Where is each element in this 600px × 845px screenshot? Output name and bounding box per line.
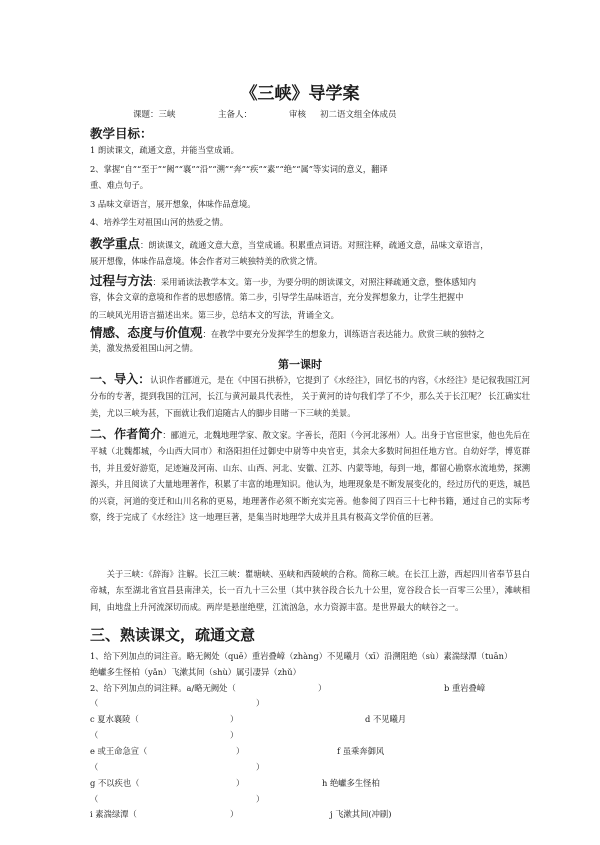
keypoints-heading: 教学重点 bbox=[90, 236, 141, 251]
page-title: 《三峡》导学案 bbox=[240, 84, 360, 104]
intro-label: 一、导入： bbox=[90, 372, 151, 386]
goal-item-2: 2、掌握“自”“至于”“阙”“襄”“沿”“溯”“奔”“疾”“素”“绝”“属”等实词的意义，翻译 bbox=[90, 164, 388, 174]
paren-open-f: （ bbox=[90, 762, 99, 772]
goal-item-3: 3 品味文章语言，展开想象，体味作品意境。 bbox=[90, 199, 256, 209]
q2-i-close: ） bbox=[230, 809, 239, 819]
paren-close-d: ） bbox=[230, 730, 239, 740]
q2-h: h 绝巘多生怪柏 bbox=[322, 778, 380, 788]
emotion-line-2: 美，激发热爱祖国山河之情。 bbox=[90, 343, 198, 353]
q2-j: j 飞漱其间(冲刷) bbox=[330, 809, 392, 819]
q1-line-2: 绝巘多生怪柏（yǎn）飞漱其间（shù）属引凄异（zhǔ） bbox=[90, 667, 301, 677]
q2-c: c 夏水襄陵（ bbox=[90, 714, 139, 724]
intro-paragraph bbox=[90, 371, 530, 421]
q2-f: f 虽乘奔御风 bbox=[337, 746, 385, 756]
keypoints-line-2: 展开想像，体味作品意境。体会作者对三峡独特美的欣赏之情。 bbox=[90, 256, 323, 266]
process-line-2: 容，体会文章的意境和作者的思想感情。第二步，引导学生品味语言，充分发挥想象力，让学生把握中 bbox=[90, 292, 464, 302]
q2-g: g 不以疾也（ bbox=[90, 778, 140, 788]
goal-item-1: 1 朗读课文，疏通文意，并能当堂成诵。 bbox=[90, 145, 239, 155]
process-heading: 过程与方法 bbox=[90, 273, 153, 288]
meta-topic: 课题：三峡 bbox=[133, 110, 176, 120]
q2-a-close: ） bbox=[318, 683, 327, 693]
goals-heading: 教学目标： bbox=[90, 126, 153, 141]
intro-text: 认识作者郦道元，是在《中国石拱桥》，它提到了《水经注》，回忆书的内容，《水经注》是记叙我国江河分布的专著，提到我国的江河，长江与黄河最具代表性， 关于黄河的诗句我们学了不少，那么关于长江呢？ 长江确实壮美，尤以三峡为甚，下面就让我们追随古人的脚步目睹一下三峡的美景。 bbox=[90, 375, 530, 418]
author-paragraph bbox=[90, 426, 530, 525]
paren-open-d: （ bbox=[90, 730, 99, 740]
goal-item-4: 4、培养学生对祖国山河的热爱之情。 bbox=[90, 217, 229, 227]
author-label: 二、作者简介 bbox=[90, 427, 163, 441]
gorge-paragraph: 关于三峡：《辞海》注解。长江三峡：瞿塘峡、巫峡和西陵峡的合称。简称三峡。在长江上游，西起四川省奉节县白帝城，东至湖北省宜昌县南津关，长一百九十三公里（其中狭谷段合长九十公里，宽谷段合长一百零三公里），滩峡相间，由地盘上升河流深切而成。两岸是悬崖绝壁，江流汹急，水力资源丰富。是世界最大的峡谷之一。 bbox=[90, 569, 530, 612]
paren-open-b: （ bbox=[90, 698, 99, 708]
q2-a: 2、给下列加点的词注释。a/略无阙处（ bbox=[90, 683, 236, 693]
paren-close-b: ） bbox=[256, 698, 265, 708]
goal-item-2-cont: 重、难点句子。 bbox=[90, 180, 149, 190]
paren-open-h: （ bbox=[90, 794, 99, 804]
process-text-1: ：采用诵读法教学本文。第一步，为要分明的朗读课文，对照注释疏通文意，整体感知内 bbox=[152, 277, 477, 287]
meta-review: 审核 bbox=[289, 110, 307, 120]
emotion-text-1: ：在教学中要充分发挥学生的想象力，训练语言表达能力。欣赏三峡的独特之 bbox=[202, 329, 485, 339]
q2-d: d 不见曦月 bbox=[365, 714, 407, 724]
q1-line-1: 1、给下列加点的词注音。略无阙处（quē）重岩叠嶂（zhàng）不见曦月（xī）沿溯阻绝（sù）素湍绿潭（tuān） bbox=[90, 651, 513, 661]
q2-e-close: ） bbox=[236, 746, 245, 756]
author-text: ：郦道元，北魏地理学家、散文家。字善长，范阳（今河北涿州）人。出身于官宦世家，他也先后在平城（北魏都城，今山西大同市）和洛阳担任过御史中尉等中央官吏，其余大多数时间担任地方官。自幼好学，博览群书，并且爱好游览，足迹遍及河南、山东、山西、河北、安徽、江苏、内蒙等地，每到一地，都留心勘察水流地势，探溯源头，并且阅读了大量地理著作，积累了丰富的地理知识。他认为，地理现象是不断发展变化的，经过历代的更迭，城邑的兴衰，河道的变迁和山川名称的更易，地理著作必须不断充实完善。他参阅了四百三十七种书籍，通过自己的实际考察，终于完成了《水经注》这一地理巨著，是集当时地理学大成并且具有极高文学价值的巨著。 bbox=[90, 430, 530, 523]
q2-e: e 或王命急宣（ bbox=[90, 746, 148, 756]
meta-host: 主备人： bbox=[218, 110, 253, 120]
q2-b: b 重岩叠嶂 bbox=[444, 683, 486, 693]
emotion-heading: 情感、态度与价值观 bbox=[90, 325, 203, 340]
q2-i: i 素湍绿潭（ bbox=[90, 809, 137, 819]
keypoints-text-1: ：朗读课文，疏通文意大意，当堂成诵。积累重点词语。对照注释，疏通文意，品味文章语言， bbox=[140, 240, 489, 250]
section3-heading: 三、熟读课文，疏通文意 bbox=[90, 626, 256, 644]
paren-close-h: ） bbox=[256, 794, 265, 804]
q2-c-close: ） bbox=[230, 714, 239, 724]
q2-g-close: ） bbox=[236, 778, 245, 788]
paren-close-f: ） bbox=[256, 762, 265, 772]
meta-reviewer: 初二语文组全体成员 bbox=[320, 110, 397, 120]
keypoints-line-1 bbox=[90, 233, 489, 252]
lesson1-heading: 第一课时 bbox=[278, 358, 322, 371]
emotion-line-1 bbox=[90, 322, 485, 341]
process-line-3: 的三峡风光用语言描述出来。第三步，总结本文的写法，背诵全文。 bbox=[90, 310, 339, 320]
process-line-1 bbox=[90, 270, 476, 289]
